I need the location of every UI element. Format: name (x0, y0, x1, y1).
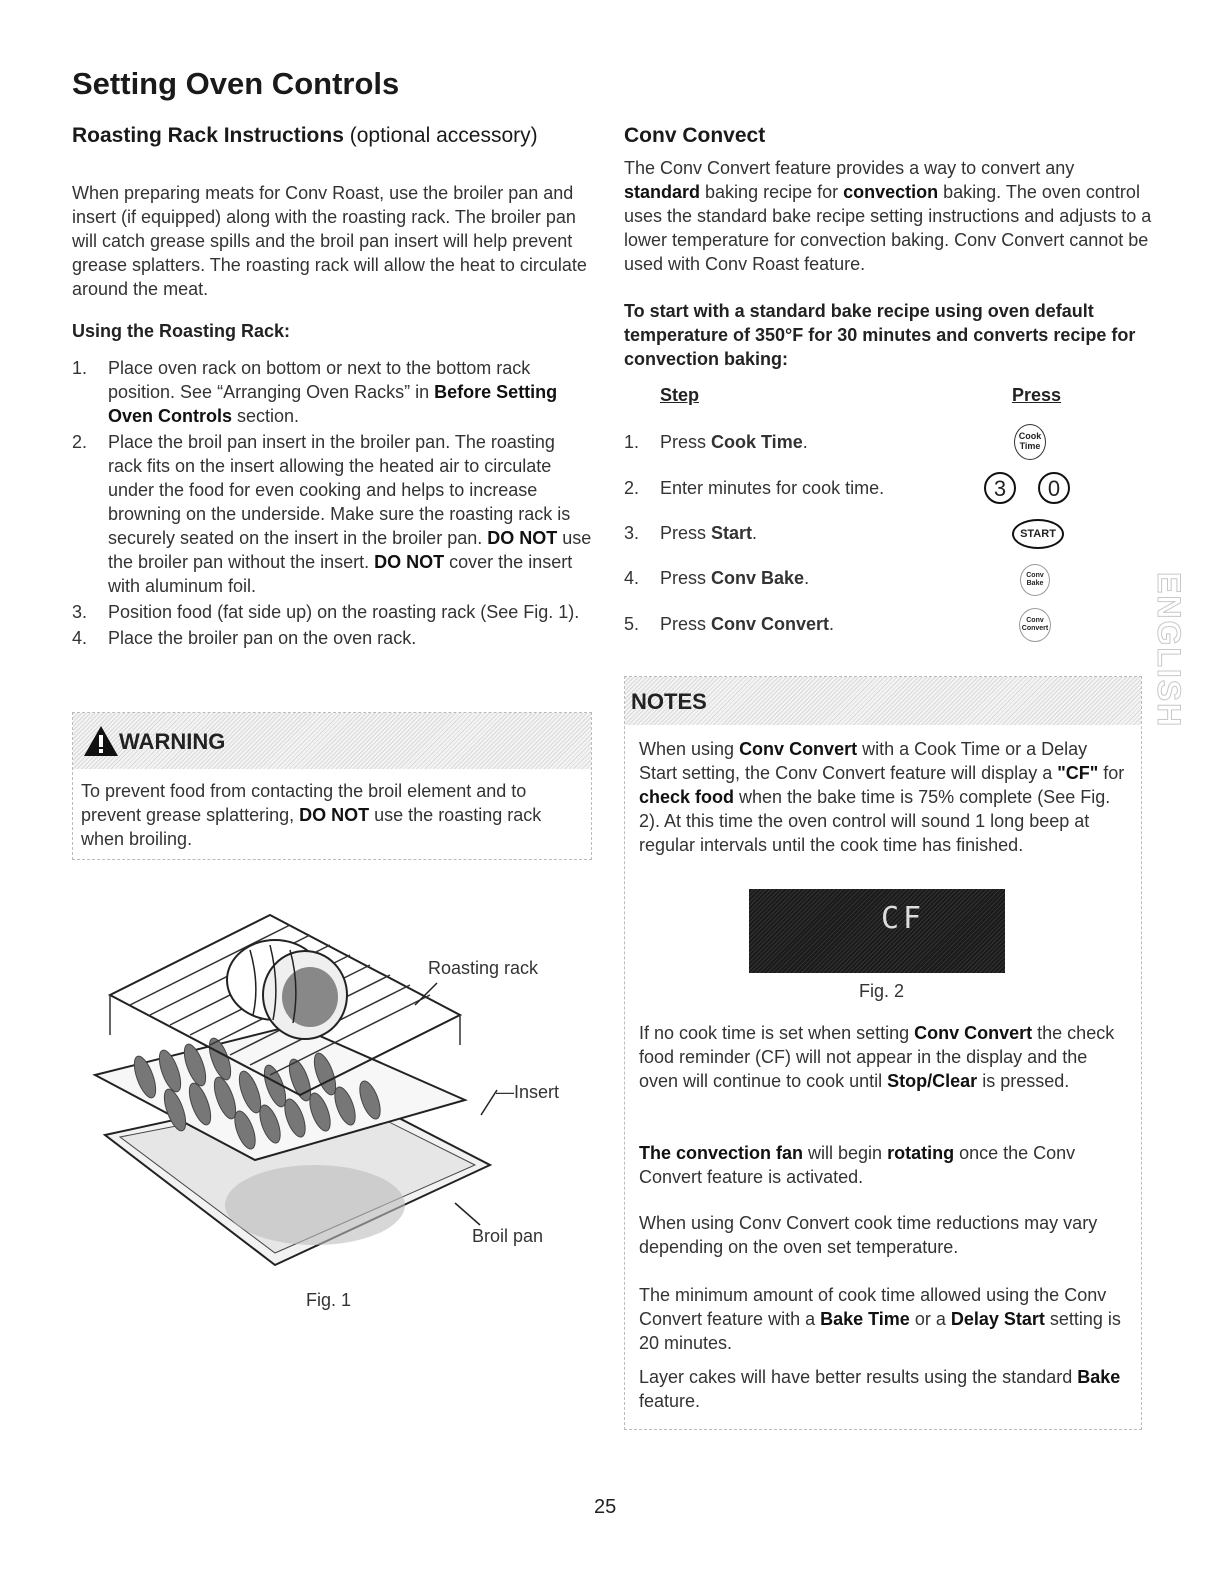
note-bold: Delay Start (950, 1309, 1045, 1329)
note-text: once the Conv Convert feature is activated. (639, 1143, 1076, 1187)
heading-light: (optional accessory) (343, 124, 538, 147)
step-number: 1. (72, 358, 88, 378)
conv-convert-key-icon (1019, 608, 1051, 642)
label-broil-pan: Broil pan (472, 1226, 544, 1246)
list-item (72, 600, 592, 624)
key-label: Conv (1026, 572, 1044, 579)
warning-text-part: To prevent food from contacting the broil element and to prevent grease splattering, (81, 781, 527, 825)
start-key-icon: START (1012, 519, 1064, 549)
label-insert: —Insert (496, 1082, 560, 1102)
step-text: cover the insert with aluminum foil. (108, 552, 573, 596)
step-text: Press (660, 614, 712, 634)
note-text: or a (909, 1309, 951, 1329)
notes-paragraph-1 (639, 737, 1129, 857)
step-text: Place oven rack on bottom or next to the bottom rack position. See “Arranging Oven Racks” in (108, 358, 531, 402)
step-text: . (802, 432, 808, 452)
label-insert-text: Insert (514, 1082, 560, 1102)
note-bold: Stop/Clear (887, 1071, 978, 1091)
key-label: Bake (1026, 580, 1044, 587)
note-text: the check food reminder (CF) will not appear in the display and the oven will continue to cook until (639, 1023, 1115, 1091)
oven-display (749, 889, 1005, 973)
notes-paragraph-2 (639, 1021, 1129, 1093)
step-text: section. (232, 406, 300, 426)
step-number: 3. (72, 602, 88, 622)
intro-text: baking recipe for (700, 182, 844, 202)
intro-text: The Conv Convert feature provides a way to convert any (624, 158, 1075, 178)
note-bold: rotating (887, 1143, 955, 1163)
step-bold: Conv Bake (711, 568, 805, 588)
list-item (72, 356, 592, 428)
step-text: Place the broiler pan on the oven rack. (108, 628, 417, 648)
using-rack-heading: Using the Roasting Rack: (72, 321, 291, 341)
note-bold: check food (639, 787, 735, 807)
intro-text: baking. The oven control uses the standard bake recipe setting instructions and adjusts to a lower temperature for convection baking. Conv Convert cannot be used with Conv Roast feature. (624, 182, 1152, 274)
notes-paragraph-5 (639, 1283, 1129, 1355)
note-text: for (1098, 763, 1125, 783)
note-bold: The convection fan (639, 1143, 804, 1163)
intro-bold: convection (843, 182, 939, 202)
warning-text-part: use the roasting rack when broiling. (81, 805, 542, 849)
notes-paragraph-6 (639, 1365, 1129, 1413)
warning-text (81, 779, 581, 851)
note-bold: Bake (1077, 1367, 1121, 1387)
note-text: Layer cakes will have better results using the standard (639, 1367, 1078, 1387)
step-number: 4. (72, 628, 88, 648)
warning-bold: DO NOT (299, 805, 370, 825)
step-text: use the broiler pan without the insert. (108, 528, 592, 572)
language-tab-label: ENGLISH (1151, 572, 1187, 729)
step-number: 3. (624, 523, 640, 543)
note-bold: Conv Convert (914, 1023, 1033, 1043)
note-bold: Conv Convert (739, 739, 858, 759)
intro-bold: standard (624, 182, 701, 202)
digit-0-key-icon: 0 (1038, 472, 1070, 504)
notes-paragraph-4: When using Conv Convert cook time reductions may vary depending on the oven set temperature. (639, 1213, 1098, 1257)
step-text: . (804, 568, 810, 588)
step-text: . (829, 614, 835, 634)
note-bold: "CF" (1057, 763, 1099, 783)
conv-intro (624, 156, 1154, 276)
note-text: If no cook time is set when setting (639, 1023, 915, 1043)
step-number: 2. (72, 432, 88, 452)
step-bold: DO NOT (487, 528, 558, 548)
step-text: Enter minutes for cook time. (660, 478, 885, 498)
page-title: Setting Oven Controls (72, 66, 400, 101)
note-text: with a Cook Time or a Delay Start setting, the Conv Convert feature will display a (639, 739, 1088, 783)
note-text: will begin (803, 1143, 888, 1163)
column-press: Press (1012, 385, 1062, 405)
notes-header (625, 677, 1141, 725)
language-tab (1151, 572, 1187, 729)
step-bold: DO NOT (374, 552, 445, 572)
fig1-caption: Fig. 1 (306, 1290, 352, 1310)
display-readout: CF (881, 901, 926, 936)
step-text: Place the broil pan insert in the broiler pan. The roasting rack fits on the insert allowing the heated air to circulate under the food for even cooking and helps to increase browning on the underside. Make sure the roasting rack is securely seated on the insert in the broiler pan. (108, 432, 571, 548)
procedure-heading: To start with a standard bake recipe using oven default temperature of 350°F for 30 minutes and converts recipe for convection baking: (624, 301, 1136, 369)
roasting-rack-heading (72, 124, 592, 148)
label-roasting-rack: Roasting rack (428, 958, 539, 978)
step-bold: Conv Convert (711, 614, 830, 634)
warning-triangle-icon (83, 725, 119, 757)
notes-box (624, 676, 1142, 1430)
notes-paragraph-3 (639, 1141, 1129, 1189)
warning-header (73, 713, 591, 769)
step-bold: Start (711, 523, 753, 543)
note-text: setting is 20 minutes. (639, 1309, 1121, 1353)
heading-bold: Roasting Rack Instructions (72, 124, 344, 147)
conv-convect-heading: Conv Convect (624, 124, 766, 147)
digit-3-key-icon: 3 (984, 472, 1016, 504)
note-text: feature. (639, 1391, 701, 1411)
page-number: 25 (594, 1496, 617, 1518)
roasting-intro: When preparing meats for Conv Roast, use the broiler pan and insert (if equipped) along with the roasting rack. The broiler pan will catch grease spills and the broil pan insert will help prevent grease splatters. The roasting rack will allow the heat to circulate around the meat. (72, 183, 587, 299)
step-bold: Before Setting Oven Controls (108, 382, 558, 426)
conv-bake-key-icon (1020, 564, 1050, 596)
key-label: Time (1019, 441, 1041, 451)
step-bold: Cook Time (711, 432, 803, 452)
roasting-rack-section (72, 124, 592, 148)
key-label: Conv (1026, 617, 1044, 624)
note-text: is pressed. (977, 1071, 1070, 1091)
cook-time-key-icon (1014, 424, 1046, 460)
step-number: 2. (624, 478, 640, 498)
warning-box (72, 712, 592, 860)
list-item (72, 430, 592, 598)
note-text: The minimum amount of cook time allowed using the Conv Convert feature with a (639, 1285, 1107, 1329)
step-number: 5. (624, 614, 640, 634)
step-text: Position food (fat side up) on the roasting rack (See Fig. 1). (108, 602, 580, 622)
key-label: Convert (1021, 625, 1049, 632)
note-text: when the bake time is 75% complete (See Fig. 2). At this time the oven control will sound 1 long beep at regular intervals until the cook time has finished. (639, 787, 1111, 855)
step-number: 1. (624, 432, 640, 452)
warning-title: WARNING (119, 729, 226, 754)
note-bold: Bake Time (820, 1309, 910, 1329)
step-text: Press (660, 568, 712, 588)
list-item (72, 626, 592, 650)
fig2-caption: Fig. 2 (859, 981, 905, 1001)
notes-title: NOTES (631, 689, 707, 714)
step-text: . (752, 523, 758, 543)
step-text: Press (660, 432, 712, 452)
key-label: Cook (1018, 431, 1042, 441)
step-number: 4. (624, 568, 640, 588)
column-step: Step (660, 385, 700, 405)
step-text: Press (660, 523, 712, 543)
note-text: When using (639, 739, 740, 759)
roasting-steps (72, 356, 592, 652)
